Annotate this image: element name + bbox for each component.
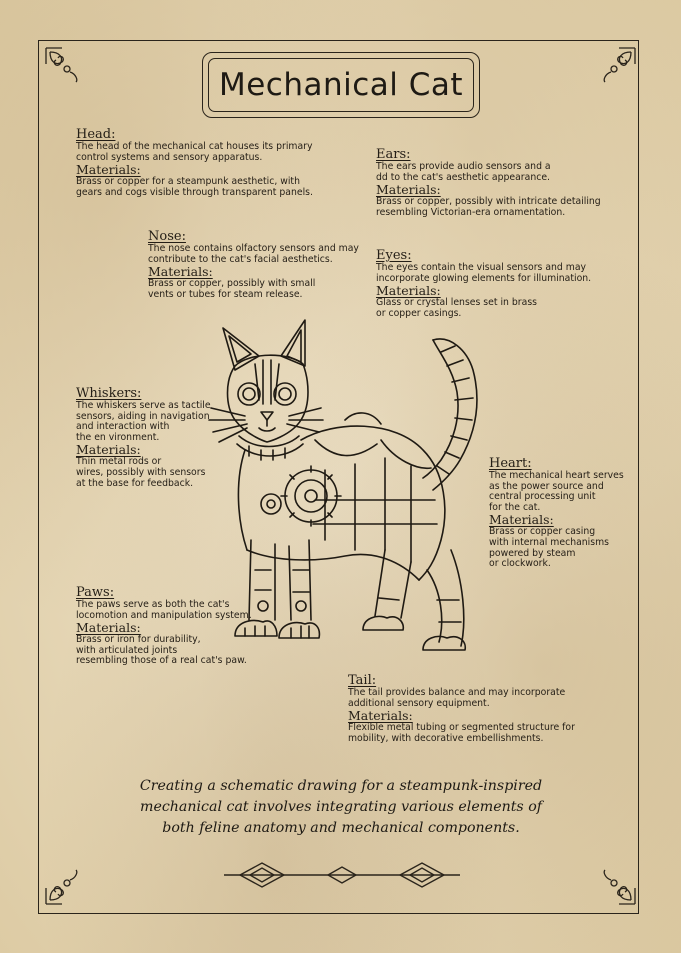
nose-note bbox=[148, 230, 368, 300]
whiskers-materials-label: Materials: bbox=[76, 442, 141, 458]
flourish-corner-icon bbox=[597, 44, 639, 86]
head-heading: Head: bbox=[76, 127, 116, 142]
caption-text: Creating a schematic drawing for a steampunk-inspired mechanical cat involves integrating various elements of both feline anatomy and mechanical components. bbox=[139, 778, 543, 836]
ears-materials: Brass or copper, possibly with intricate detailing resembling Victorian-era ornamentation. bbox=[376, 196, 601, 218]
title-frame bbox=[202, 52, 480, 118]
head-materials: Brass or copper for a steampunk aesthetic, with gears and cogs visible through transparent panels. bbox=[76, 176, 313, 198]
ears-heading: Ears: bbox=[376, 147, 411, 162]
ears-note bbox=[376, 148, 616, 218]
eyes-description: The eyes contain the visual sensors and may incorporate glowing elements for illumination. bbox=[376, 262, 592, 284]
head-materials-label: Materials: bbox=[76, 162, 141, 178]
tail-description: The tail provides balance and may incorporate additional sensory equipment. bbox=[348, 687, 566, 709]
heart-note bbox=[489, 457, 624, 570]
whiskers-description: The whiskers serve as tactile sensors, aiding in navigation and interaction with the en vironment. bbox=[76, 400, 211, 443]
nose-heading: Nose: bbox=[148, 229, 186, 244]
nose-description: The nose contains olfactory sensors and may contribute to the cat's facial aesthetics. bbox=[148, 243, 359, 265]
nose-materials: Brass or copper, possibly with small vents or tubes for steam release. bbox=[148, 278, 316, 300]
paws-heading: Paws: bbox=[76, 585, 115, 600]
eyes-materials-label: Materials: bbox=[376, 283, 441, 299]
whiskers-materials: Thin metal rods or wires, possibly with sensors at the base for feedback. bbox=[76, 456, 206, 489]
mechanical-cat-illustration bbox=[205, 300, 505, 670]
heart-materials-label: Materials: bbox=[489, 512, 554, 528]
paws-materials: Brass or iron for durability, with articulated joints resembling those of a real cat's paw. bbox=[76, 634, 247, 667]
head-note bbox=[76, 128, 336, 198]
nose-materials-label: Materials: bbox=[148, 264, 213, 280]
head-description: The head of the mechanical cat houses its primary control systems and sensory apparatus. bbox=[76, 141, 313, 163]
whiskers-heading: Whiskers: bbox=[76, 386, 142, 401]
flourish-corner-icon bbox=[42, 866, 84, 908]
flourish-corner-icon bbox=[597, 866, 639, 908]
eyes-materials: Glass or crystal lenses set in brass or copper casings. bbox=[376, 297, 538, 319]
eyes-heading: Eyes: bbox=[376, 248, 412, 263]
tail-materials: Flexible metal tubing or segmented structure for mobility, with decorative embellishments. bbox=[348, 722, 575, 744]
heart-heading: Heart: bbox=[489, 456, 532, 471]
tail-heading: Tail: bbox=[348, 673, 377, 688]
flourish-corner-icon bbox=[42, 44, 84, 86]
whiskers-note bbox=[76, 387, 216, 489]
ears-description: The ears provide audio sensors and a dd to the cat's aesthetic appearance. bbox=[376, 161, 551, 183]
heart-description: The mechanical heart serves as the power source and central processing unit for the cat. bbox=[489, 470, 624, 513]
paws-materials-label: Materials: bbox=[76, 620, 141, 636]
ears-materials-label: Materials: bbox=[376, 182, 441, 198]
paws-description: The paws serve as both the cat's locomotion and manipulation system. bbox=[76, 599, 252, 621]
diamond-divider-icon bbox=[224, 858, 460, 892]
tail-materials-label: Materials: bbox=[348, 708, 413, 724]
page-title: Mechanical Cat bbox=[218, 67, 464, 103]
tail-note bbox=[348, 674, 598, 744]
heart-materials: Brass or copper casing with internal mechanisms powered by steam or clockwork. bbox=[489, 526, 610, 570]
